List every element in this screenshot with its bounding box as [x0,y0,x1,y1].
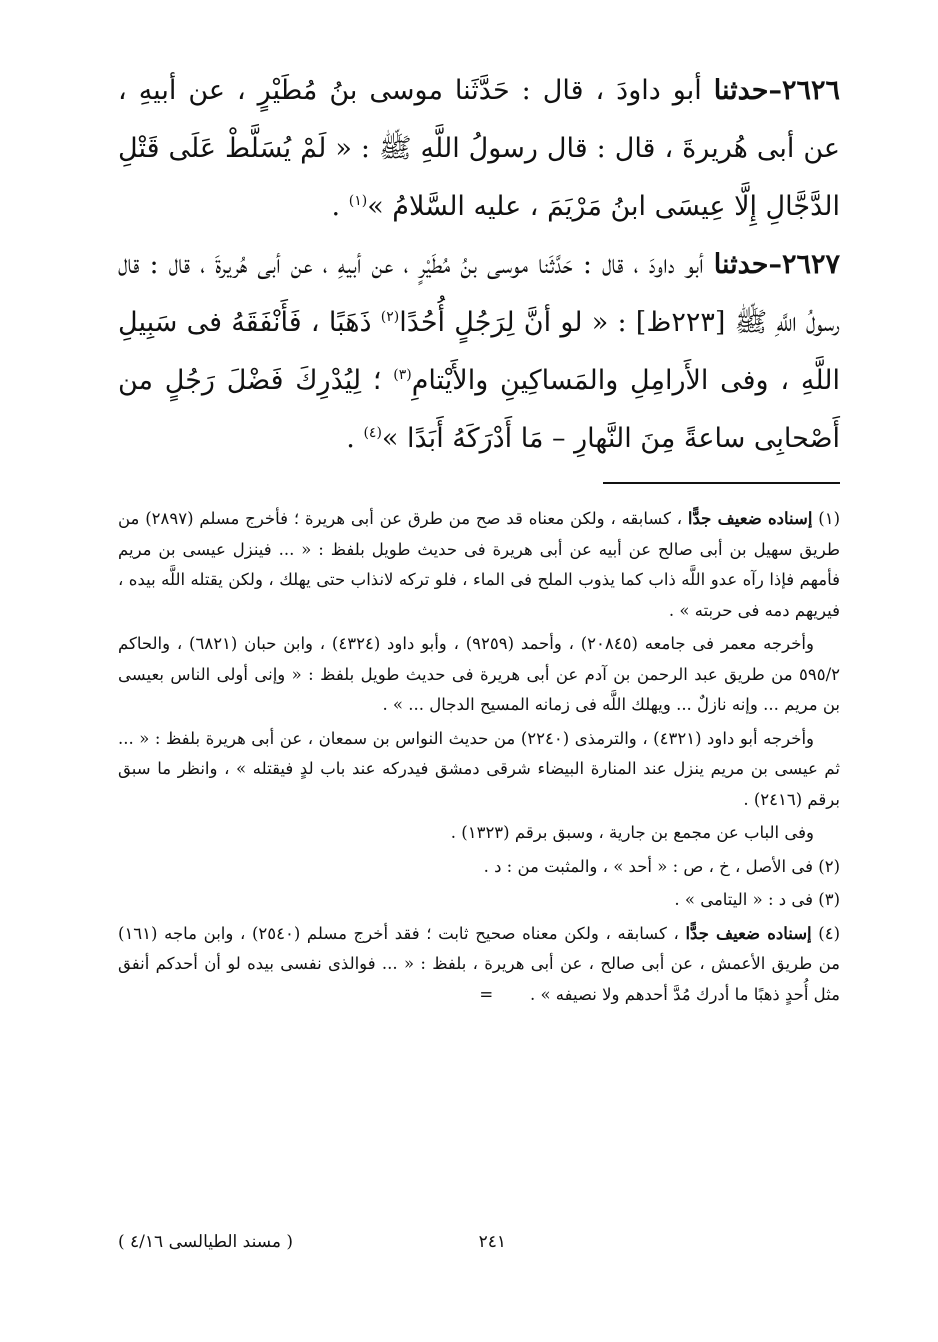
footnote-1-paragraph-3: وأخرجه أبو داود (٤٣٢١) ، والترمذى (٢٢٤٠) من حديث النواس بن سمعان ، عن أبى هريرة بلفظ : « ... ثم عيسى بن مريم ينزل عند المنارة البيضاء شرقى دمشق فيدركه عند باب لدٍ فيقتله » ، وانظر ما سبق برقم (٢٤١٦) . [118,728,840,809]
footnote-ref: (٣) [393,367,412,383]
footnote-divider [603,482,840,484]
hadith-text: ذَهَبًا ، فَأَنْفَقَهُ فى سَبِيلِ اللَّهِ ، وفى الأَرامِلِ والمَساكِينِ والأَيْتامِ [118,307,840,396]
hadith-end: . [331,191,349,222]
hadith-intro: حدثنا [713,249,769,280]
running-title: ( مسند الطيالسى ٤/١٦ ) [118,1232,294,1252]
hadith-end: . [346,423,364,454]
footnote-grading: إسناده ضعيف جدًّا [687,509,813,528]
footnote-ref: (٤) [363,425,382,441]
hadith-2627 [118,236,840,468]
hadith-text: أبو داودَ ، قال : حَدَّثَنا موسى بنُ مُطَيْرٍ ، عن أبيهِ ، عن أبى هُريرةَ ، قال : قال رسولُ اللَّهِ ﷺ [٢٢٣ظ] : « لو أنَّ لِرَجُلٍ أُحُدًا [118,249,840,338]
page-number: ٢٤١ [478,1232,506,1252]
footnotes [118,504,840,1013]
page-footer [118,1232,840,1262]
continuation-mark: = [479,984,494,1004]
footnote-text: ، كسابقه ، ولكن معناه صحيح ثابت ؛ فقد أخرج مسلم (٢٥٤٠) ، وابن ماجه (١٦١) من طريق الأعمش ، عن أبى صالح ، عن أبى هريرة ، بلفظ : « ... فوالذى نفسى بيده لو أن أحدكم أنفق مثل أُحدٍ ذهبًا ما أدرك مُدَّ أحدهم ولا نصيفه » . [118,923,840,1004]
footnote-label: (٤) [818,923,840,943]
footnote-ref: (١) [348,193,368,209]
hadith-2626 [118,62,840,236]
footnote-1-paragraph-4: وفى الباب عن مجمع بن جارية ، وسبق برقم (١٣٢٣) . [450,823,814,842]
footnote-ref: (٢) [380,309,400,325]
hadith-number: ٢٦٢٧– [768,249,840,280]
footnote-label: (١) [818,509,840,528]
footnote-4 [118,919,840,1011]
footnote-1 [118,504,840,626]
footnote-3: (٣) فى د : « اليتامى » . [674,890,840,909]
footnote-grading: إسناده ضعيف جدًّا [685,923,812,943]
footnote-2: (٢) فى الأصل ، خ ، ص : « أحد » ، والمثبت من : د . [483,856,840,876]
hadith-intro: حدثنا [713,75,769,106]
footnote-1-paragraph-2: وأخرجه معمر فى جامعه (٢٠٨٤٥) ، وأحمد (٩٢٥٩) ، وأبو داود (٤٣٢٤) ، وابن حبان (٦٨٢١) ، والحاكم ٥٩٥/٢ من طريق عبد الرحمن بن آدم عن أبى هريرة فى حديث طويل بلفظ : « وإنى أولى الناس بعيسى بن مريم ... وإنه نازلٌ ... ويهلك اللَّه فى زمانه المسيح الدجال ... » . [118,634,840,714]
footnote-text: ، كسابقه ، ولكن معناه قد صح من طرق عن أبى هريرة ؛ فأخرج مسلم (٢٨٩٧) من طريق سهيل بن أبى صالح عن أبيه عن أبى هريرة فى حديث طويل بلفظ : « ... فينزل عيسى بن مريم فأمهم فإذا رآه عدو اللَّه ذاب كما يذوب الملح فى الماء ، فلو تركه لانذاب حتى يهلك ، ولكن يقتله اللَّه بيده ، فيريهم دمه فى حربته » . [118,509,840,620]
hadith-text: أبو داودَ ، قال : حَدَّثَنا موسى بنُ مُطَيْرٍ ، عن أبيهِ ، عن أبى هُريرةَ ، قال : قال رسولُ اللَّهِ ﷺ : « لَمْ يُسَلَّطْ عَلَى قَتْلِ الدَّجَّالِ إِلَّا عِيسَى ابنُ مَرْيَمَ ، عليه السَّلامُ » [118,75,840,222]
hadith-text: ؛ لِيُدْرِكَ فَضْلَ رَجُلٍ من أَصْحابِى ساعةً مِنَ النَّهارِ – مَا أَدْرَكَهُ أَبَدًا » [118,365,840,454]
hadith-number: ٢٦٢٦– [768,75,840,106]
